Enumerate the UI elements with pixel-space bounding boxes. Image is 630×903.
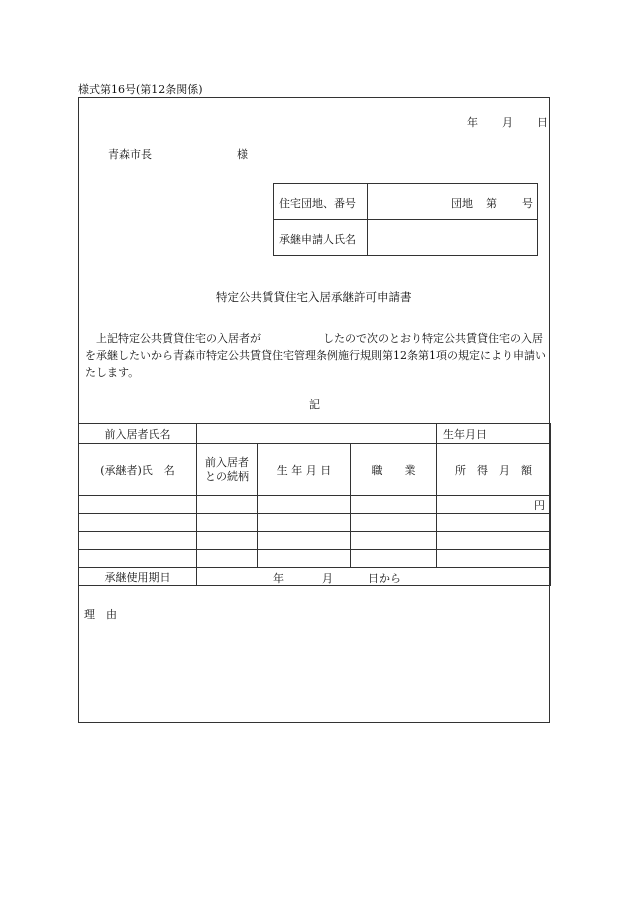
prev-name-value[interactable] (197, 424, 437, 444)
successor-name-cell[interactable] (79, 514, 197, 532)
period-from: 日から (368, 572, 401, 585)
birth-cell[interactable] (258, 514, 351, 532)
job-cell[interactable] (351, 496, 437, 514)
successor-name-cell[interactable] (79, 496, 197, 514)
job-cell[interactable] (351, 514, 437, 532)
housing-go-text[interactable]: 号 (522, 197, 533, 210)
header-job: 職 業 (351, 444, 437, 496)
period-year: 年 (273, 572, 284, 585)
job-cell[interactable] (351, 550, 437, 568)
document-title: 特定公共賃貸住宅入居承継許可申請書 (216, 290, 412, 304)
period-value[interactable] (197, 568, 551, 586)
applicant-divider-v (367, 183, 368, 256)
date-year[interactable]: 年 (467, 116, 478, 129)
body-part2: したので次のとおり特定公共賃貸住宅の入居を承継したいから青森市特定公共賃貸住宅管理条例施行規則第12条第1項の規定により申請いたします。 (85, 332, 546, 379)
succession-table (78, 423, 551, 586)
job-cell[interactable] (351, 532, 437, 550)
housing-danchi-text[interactable]: 団地 (451, 197, 473, 210)
successor-name-cell[interactable] (79, 550, 197, 568)
body-part1: 上記特定公共賃貸住宅の入居者が (96, 332, 261, 345)
prev-resident-row (79, 424, 551, 444)
relation-cell[interactable] (197, 514, 258, 532)
applicant-name-label: 承継申請人氏名 (279, 233, 356, 246)
birth-cell[interactable] (258, 532, 351, 550)
housing-dai-text[interactable]: 第 (486, 197, 497, 210)
period-label: 承継使用期日 (79, 568, 197, 586)
birth-label: 生年月日 (437, 424, 551, 444)
addressee-honorific: 様 (237, 148, 248, 161)
housing-number-label: 住宅団地、番号 (279, 197, 356, 210)
income-cell[interactable] (437, 550, 551, 568)
relation-cell[interactable] (197, 550, 258, 568)
header-row (79, 444, 551, 496)
period-row (79, 568, 551, 586)
header-relation-line1: 前入居者 (205, 455, 249, 469)
body-paragraph (85, 330, 547, 381)
table-row (79, 514, 551, 532)
table-row (79, 550, 551, 568)
relation-cell[interactable] (197, 496, 258, 514)
yen-unit: 円 (534, 498, 545, 512)
relation-cell[interactable] (197, 532, 258, 550)
ki-mark: 記 (309, 398, 320, 411)
header-relation (197, 444, 258, 496)
income-cell[interactable] (437, 532, 551, 550)
applicant-divider-h (273, 219, 538, 220)
period-month: 月 (322, 572, 333, 585)
header-name: (承継者)氏 名 (79, 444, 197, 496)
date-month[interactable]: 月 (502, 116, 513, 129)
reason-label: 理 由 (84, 608, 117, 621)
reason-area[interactable] (80, 625, 546, 720)
birth-cell[interactable] (258, 496, 351, 514)
table-row (79, 532, 551, 550)
successor-name-cell[interactable] (79, 532, 197, 550)
date-day[interactable]: 日 (537, 116, 548, 129)
header-relation-line2: との続柄 (205, 469, 249, 483)
income-cell[interactable] (437, 496, 551, 514)
addressee-mayor: 青森市長 (108, 148, 152, 161)
form-number: 様式第16号(第12条関係) (78, 83, 203, 96)
table-row (79, 496, 551, 514)
prev-name-label: 前入居者氏名 (79, 424, 197, 444)
header-birth: 生 年 月 日 (258, 444, 351, 496)
income-cell[interactable] (437, 514, 551, 532)
header-income: 所 得 月 額 (437, 444, 551, 496)
birth-cell[interactable] (258, 550, 351, 568)
